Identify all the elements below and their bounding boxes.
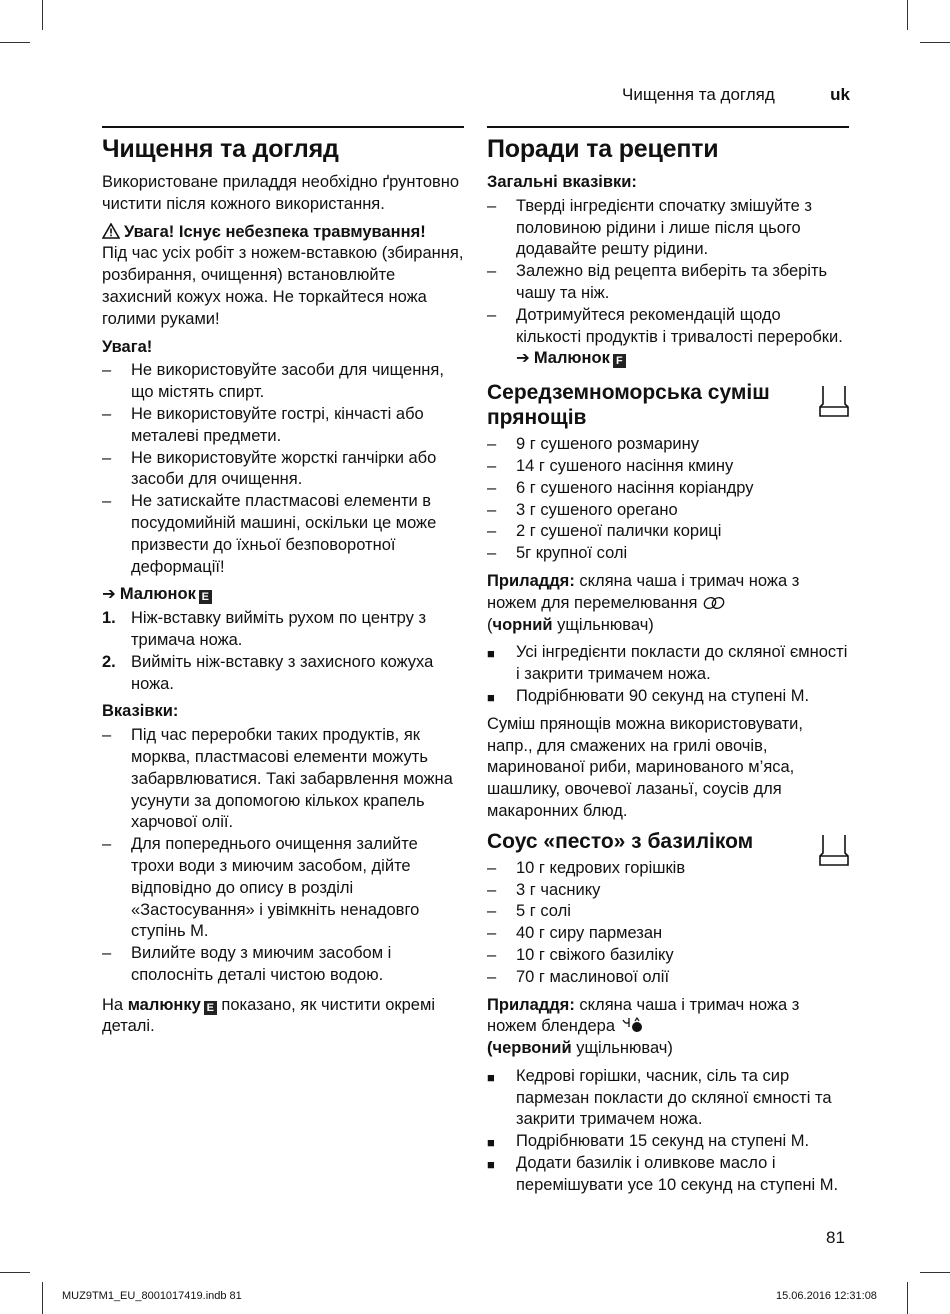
tools-paragraph: Приладдя: скляна чаша і тримач ножа з ножем блендера (червоний ущільнювач) bbox=[487, 995, 800, 1058]
attention-label: Увага! bbox=[102, 337, 153, 356]
usage-paragraph: Суміш прянощів можна використовувати, напр., для смажених на грилі овочів, маринованої риби, маринованого м’яса, шашлику, овочевої лазаньї, соусів для макаронних блюд. bbox=[487, 714, 803, 820]
steps-list bbox=[102, 608, 464, 695]
recipe-spice-mix bbox=[487, 380, 849, 430]
list-item: ■ Подрібнювати 90 секунд на ступені M. bbox=[487, 686, 810, 705]
recipe-pesto bbox=[487, 829, 849, 854]
attention-list bbox=[102, 360, 464, 578]
arrow-right-icon: ➔ bbox=[516, 349, 530, 368]
list-item: – Дотримуйтеся рекомендацій щодо кількості продуктів і тривалості переробки. ➔ Малюнок F bbox=[487, 305, 843, 368]
list-item: – 6 г сушеного насіння коріандру bbox=[487, 478, 754, 497]
language-code: uk bbox=[830, 85, 850, 104]
figure-letter-badge: E bbox=[199, 590, 212, 604]
list-item: – 10 г кедрових горішків bbox=[487, 858, 686, 877]
warning-icon bbox=[102, 223, 120, 239]
list-item: ■ Додати базилік і оливкове масло і перемішувати усе 10 секунд на ступені M. bbox=[487, 1154, 839, 1194]
list-item: – Не використовуйте гострі, кінчасті або металеві предмети. bbox=[102, 404, 424, 445]
grinding-blade-icon bbox=[702, 596, 726, 610]
list-item: – 3 г часнику bbox=[487, 880, 601, 899]
list-item: – 10 г свіжого базиліку bbox=[487, 945, 674, 964]
list-item: – Не затискайте пластмасові елементи в посудомийній машині, оскільки це може призвести до їхньої безповоротної деформації! bbox=[102, 492, 437, 576]
list-item: – 40 г сиру пармезан bbox=[487, 924, 663, 943]
cleaning-intro: Використоване приладдя необхідно ґрунтовно чистити після кожного використання. bbox=[102, 173, 460, 213]
list-item: – Під час переробки таких продуктів, як морква, пластмасові елементи можуть забарвлюватися. Такі забарвлення можна усунути за допомогою кількох крапель харчової олії. bbox=[102, 726, 453, 832]
notes-list bbox=[102, 725, 464, 987]
warning-title: Увага! Існує небезпека травмування! bbox=[124, 222, 426, 241]
closing-paragraph: На малюнку E показано, як чистити окремі деталі. bbox=[102, 995, 435, 1036]
list-item: – Не використовуйте жорсткі ганчірки або засоби для очищення. bbox=[102, 448, 437, 489]
list-item: – Вилийте воду з миючим засобом і сполосніть деталі чистою водою. bbox=[102, 944, 392, 984]
warning-heading bbox=[102, 222, 464, 244]
arrow-right-icon: ➔ bbox=[102, 585, 116, 604]
general-list bbox=[487, 196, 849, 370]
recipe-title: Соус «песто» з базиліком bbox=[487, 829, 754, 853]
crop-mark bbox=[0, 42, 30, 43]
recipe-title: Середземноморська суміш прянощів bbox=[487, 381, 770, 430]
step-item: 1. Ніж-вставку вийміть рухом по центру з тримача ножа. bbox=[102, 609, 427, 649]
step-item: 2. Вийміть ніж-вставку з захисного кожуха ножа. bbox=[102, 652, 434, 693]
ingredients-list bbox=[487, 858, 849, 989]
list-item: ■ Усі інгредієнти покласти до скляної ємності і закрити тримачем ножа. bbox=[487, 643, 848, 684]
section-title-cleaning: Чищення та догляд bbox=[102, 135, 339, 163]
crop-mark bbox=[42, 0, 43, 30]
ingredients-list bbox=[487, 434, 849, 565]
footer-file: MUZ9TM1_EU_8001017419.indb 81 bbox=[62, 1290, 242, 1302]
list-item: – Для попереднього очищення залийте трохи води з миючим засобом, дійте відповідно до опису в розділі «Застосування» і увімкніть ненадовго ступінь M. bbox=[102, 835, 420, 941]
figure-reference: ➔ Малюнок E bbox=[102, 584, 464, 606]
list-item: – Тверді інгредієнти спочатку змішуйте з половиною рідини і лише після цього додавайте решту рідини. bbox=[487, 196, 812, 259]
crop-mark bbox=[920, 42, 950, 43]
crop-mark bbox=[0, 1272, 30, 1273]
list-item: – 5г крупної солі bbox=[487, 544, 628, 563]
figure-letter-badge: F bbox=[613, 354, 626, 368]
running-header-title: Чищення та догляд bbox=[622, 85, 775, 104]
left-column bbox=[102, 126, 464, 1044]
list-item: – Залежно від рецепта виберіть та зберіть чашу та ніж. bbox=[487, 262, 828, 302]
section-rule bbox=[102, 126, 464, 128]
list-item: – 70 г маслинової олії bbox=[487, 967, 670, 986]
list-item: ■ Кедрові горішки, часник, сіль та сир пармезан покласти до скляної ємності та закрити тримачем ножа. bbox=[487, 1066, 832, 1129]
list-item: – 14 г сушеного насіння кмину bbox=[487, 456, 734, 475]
list-item: – Не використовуйте засоби для чищення, що містять спирт. bbox=[102, 361, 444, 402]
glass-jar-icon bbox=[819, 384, 849, 418]
tools-paragraph: Приладдя: скляна чаша і тримач ножа з ножем для перемелювання (чорний ущільнювач) bbox=[487, 571, 800, 634]
crop-mark bbox=[907, 0, 908, 30]
general-label: Загальні вказівки: bbox=[487, 173, 637, 191]
list-item: – 3 г сушеного орегано bbox=[487, 500, 678, 519]
crop-mark bbox=[42, 1282, 43, 1314]
right-column bbox=[487, 126, 849, 1203]
steps-list bbox=[487, 1066, 849, 1197]
steps-list bbox=[487, 642, 849, 707]
list-item: ■ Подрібнювати 15 секунд на ступені M. bbox=[487, 1132, 810, 1151]
section-title-recipes: Поради та рецепти bbox=[487, 135, 719, 163]
footer-date: 15.06.2016 12:31:08 bbox=[776, 1290, 877, 1302]
notes-label: Вказівки: bbox=[102, 702, 179, 721]
blender-blade-icon bbox=[620, 1017, 644, 1033]
figure-letter-badge: E bbox=[204, 1001, 217, 1015]
list-item: – 2 г сушеної палички кориці bbox=[487, 522, 722, 541]
crop-mark bbox=[907, 1282, 908, 1314]
warning-text: Під час усіх робіт з ножем-вставкою (збирання, розбирання, очищення) встановлюйте захисний кожух ножа. Не торкайтеся ножа голими руками! bbox=[102, 244, 464, 328]
list-item: – 5 г солі bbox=[487, 902, 571, 921]
list-item: – 9 г сушеного розмарину bbox=[487, 435, 699, 454]
page-number: 81 bbox=[826, 1228, 845, 1247]
crop-mark bbox=[920, 1272, 950, 1273]
section-rule bbox=[487, 126, 849, 128]
